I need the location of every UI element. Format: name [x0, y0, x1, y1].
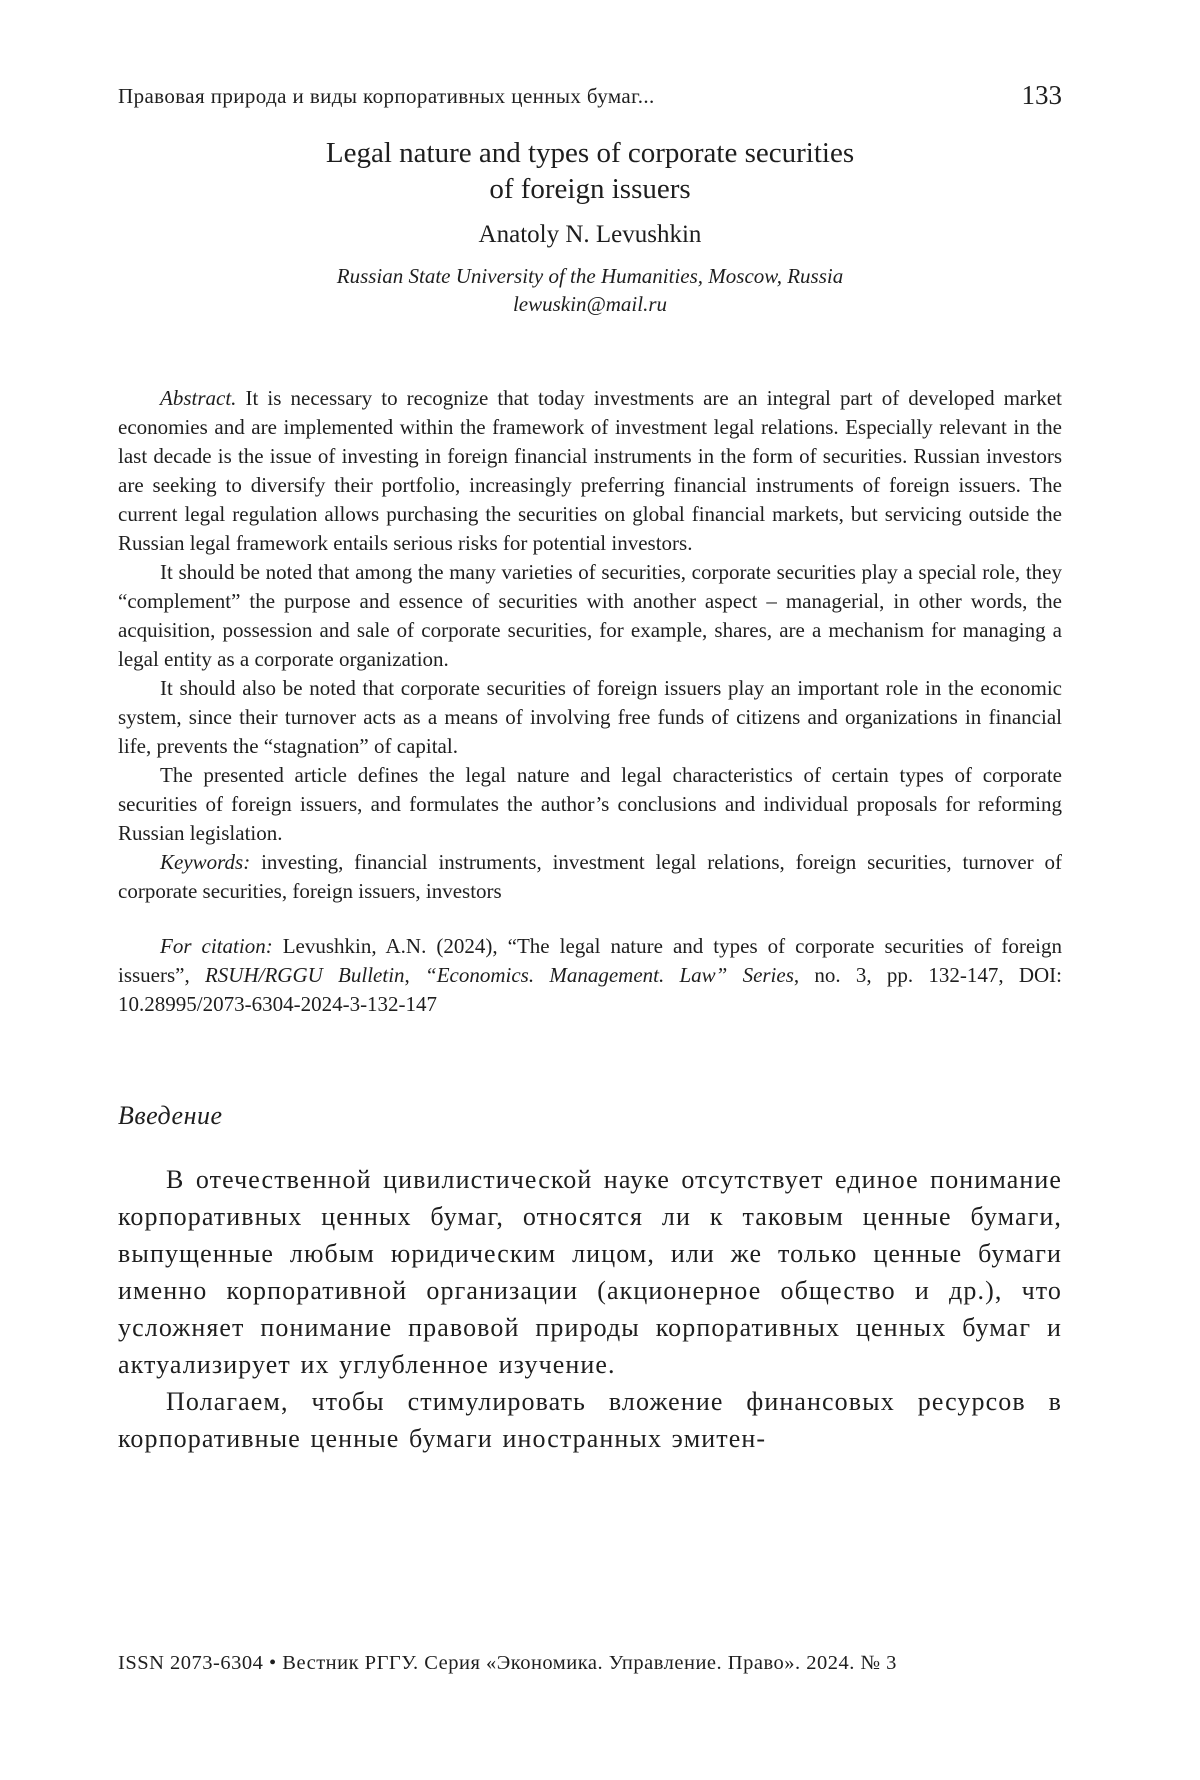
- abstract-paragraph-1: [118, 384, 1062, 558]
- abstract-paragraph-4: The presented article defines the legal nature and legal characteristics of certain types of corporate securities of foreign issuers, and formulates the author’s conclusions and individual proposals for reforming Russian legislation.: [118, 763, 1062, 845]
- author-email: lewuskin@mail.ru: [512, 292, 668, 316]
- abstract-paragraph-3: It should also be noted that corporate securities of foreign issuers play an important role in the economic system, since their turnover acts as a means of involving free funds of citizens and organizations in financial life, prevents the “stagnation” of capital.: [118, 676, 1062, 758]
- introduction-paragraph-1: В отечественной цивилистической науке отсутствует единое понимание корпоративных ценных бумаг, относятся ли к таковым ценные бумаги, выпущенные любым юридическим лицом, или же только ценные бумаги именно корпоративной организации (акционерное общество и др.), что усложняет понимание правовой природы корпоративных ценных бумаг и актуализирует их углубленное изучение.: [118, 1165, 1062, 1379]
- introduction-paragraph-2: Полагаем, чтобы стимулировать вложение финансовых ресурсов в корпоративные ценные бумаги иностранных эмитен-: [118, 1387, 1062, 1453]
- running-title: Правовая природа и виды корпоративных ценных бумаг...: [118, 84, 655, 108]
- running-head: [118, 0, 1062, 109]
- abstract-text-1: It is necessary to recognize that today investments are an integral part of developed market economies and are implemented within the framework of investment legal relations. Especially relevant in the last decade is the issue of investing in foreign financial instruments in the form of securities. Russian investors are seeking to diversify their portfolio, increasingly preferring financial instruments of foreign issuers. The current legal regulation allows purchasing the securities on global financial markets, but servicing outside the Russian legal framework entails serious risks for potential investors.: [118, 386, 1062, 555]
- page-number: 133: [1021, 80, 1062, 110]
- abstract-paragraph-2: It should be noted that among the many varieties of securities, corporate securities play a special role, they “complement” the purpose and essence of securities with another aspect – managerial, in other words, the acquisition, possession and sale of corporate securities, for example, shares, are a mechanism for managing a legal entity as a corporate organization.: [118, 560, 1062, 671]
- introduction-heading: Введение: [118, 1101, 223, 1130]
- journal-footer: ISSN 2073-6304 • Вестник РГГУ. Серия «Экономика. Управление. Право». 2024. № 3: [118, 1652, 897, 1674]
- article-title-line-2: of foreign issuers: [489, 173, 691, 205]
- citation-journal: RSUH/RGGU Bulletin: [204, 963, 405, 987]
- keywords-paragraph: [118, 848, 1062, 906]
- abstract-section: [118, 384, 1062, 906]
- author-affiliation: Russian State University of the Humanities, Moscow, Russia: [336, 264, 844, 288]
- keywords-label: Keywords:: [160, 850, 251, 874]
- citation-series: “Economics. Management. Law” Series: [425, 963, 794, 987]
- abstract-label: Abstract.: [160, 386, 237, 410]
- article-title: [118, 135, 1062, 207]
- citation-paragraph: [118, 932, 1062, 1019]
- citation-separator: ,: [404, 963, 426, 987]
- keywords-text: investing, financial instruments, investment legal relations, foreign securities, turnover of corporate securities, foreign issuers, investors: [118, 850, 1063, 903]
- citation-text-1: Levushkin, A.N. (2024), “The legal nature and types of corporate securities of foreign issuers”,: [118, 934, 1062, 987]
- citation-text-2: , no. 3, pp. 132-147, DOI: 10.28995/2073-6304-2024-3-132-147: [118, 963, 1062, 1016]
- page-content: [118, 0, 1062, 1457]
- citation-label: For citation:: [160, 934, 273, 958]
- author-name: Anatoly N. Levushkin: [478, 221, 702, 248]
- introduction-section: [118, 1161, 1062, 1457]
- article-title-line-1: Legal nature and types of corporate securities: [325, 137, 855, 169]
